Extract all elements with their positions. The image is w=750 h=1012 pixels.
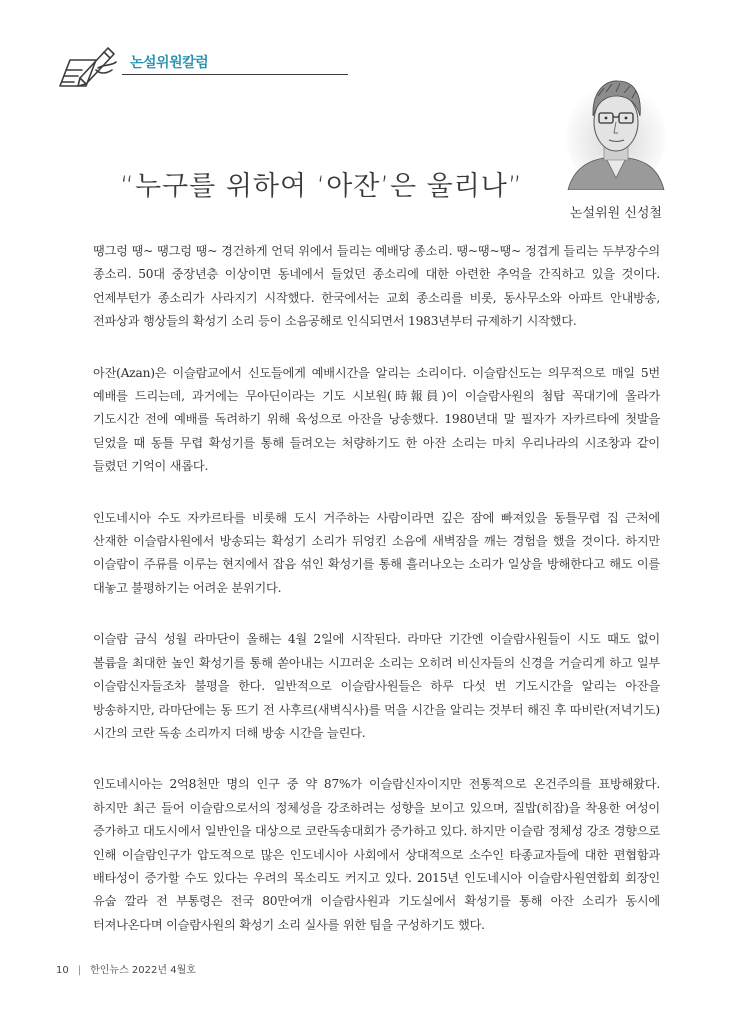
article-body [93,240,660,965]
pen-writing-logo-icon [56,40,122,96]
author-byline: 논설위원 신성철 [569,206,662,221]
section-label: 논설위원칼럼 [130,55,209,71]
section-divider [122,74,348,75]
columnist-portrait [564,66,668,190]
paragraph: 인도네시아는 2억8천만 명의 인구 중 약 87%가 이슬람신자이지만 전통적으로 온건주의를 표방해왔다. 하지만 최근 들어 이슬람으로서의 정체성을 강조하려는 성향을 보이고 있으며, 질밥(히잡)을 착용한 여성이 증가하고 대도시에서 일반인을 대상으로 코란독송대회가 증가하고 있다. 하지만 이슬람 정체성 강조 경향으로 인해 이슬람인구가 압도적으로 많은 인도네시아 사회에서 상대적으로 소수인 타종교자들에 대한 편협함과 배타성이 증가할 수도 있다는 우려의 목소리도 커지고 있다. 2015년 인도네시아 이슬람사원연합회 회장인 유숩 깔라 전 부통령은 전국 80만여개 이슬람사원과 기도실에서 확성기를 통해 아잔 소리가 동시에 터져나온다며 이슬람사원의 확성기 소리 실사를 위한 팀을 구성하기도 했다. [93,777,660,932]
paragraph: 이슬람 금식 성월 라마단이 올해는 4월 2일에 시작된다. 라마단 기간엔 이슬람사원들이 시도 때도 없이 볼륨을 최대한 높인 확성기를 통해 쏟아내는 시끄러운 소리는 오히려 비신자들의 신경을 거슬리게 하고 일부 이슬람신자들조차 불평을 한다. 일반적으로 이슬람사원들은 하루 다섯 번 기도시간을 알리는 아잔을 방송하지만, 라마단에는 동 뜨기 전 사후르(새벽식사)를 먹을 시간을 알리는 것부터 해진 후 따비란(저녁기도) 시간의 코란 독송 소리까지 더해 방송 시간을 늘린다. [93,632,660,740]
paragraph: 아잔(Azan)은 이슬람교에서 신도들에게 예배시간을 알리는 소리이다. 이슬람신도는 의무적으로 매일 5번 예배를 드리는데, 과거에는 무아딘이라는 기도 시보원(時報員)이 이슬람사원의 첨탑 꼭대기에 올라가 기도시간 전에 예배를 독려하기 위해 육성으로 아잔을 낭송했다. 1980년대 말 필자가 자카르타에 첫발을 딛었을 때 동틀 무렵 확성기를 통해 들려오는 처량하기도 한 아잔 소리는 마치 우리나라의 시조창과 같이 들렸던 기억이 새롭다. [93,365,660,474]
paragraph: 인도네시아 수도 자카르타를 비롯해 도시 거주하는 사람이라면 깊은 잠에 빠져있을 동틀무렵 집 근처에 산재한 이슬람사원에서 방송되는 확성기 소리가 뒤엉킨 소음에 새벽잠을 깨는 경험을 했을 것이다. 하지만 이슬람이 주류를 이루는 현지에서 잡음 섞인 확성기를 통해 흘러나오는 소리가 일상을 방해한다고 해도 이를 대놓고 불평하기는 어려운 분위기다. [93,510,660,595]
page-number: 10 [56,965,69,976]
article-title: “누구를 위하여 ‘아잔’은 울리나” [120,171,523,203]
publication-name: 한인뉴스 2022년 4월호 [90,965,196,976]
paragraph: 땡그렁 땡~ 땡그렁 땡~ 경건하게 언덕 위에서 들리는 예배당 종소리. 땡~땡~땡~ 정겹게 들리는 두부장수의 종소리. 50대 중장년층 이상이면 동네에서 들었던 종소리에 대한 아련한 추억을 간직하고 있을 것이다. 언제부턴가 종소리가 사라지기 시작했다. 한국에서는 교회 종소리를 비롯, 동사무소와 아파트 안내방송, 전파상과 행상들의 확성기 소리 등이 소음공해로 인식되면서 1983년부터 규제하기 시작했다. [93,244,660,329]
page-footer [56,961,196,976]
footer-separator: | [77,965,82,976]
